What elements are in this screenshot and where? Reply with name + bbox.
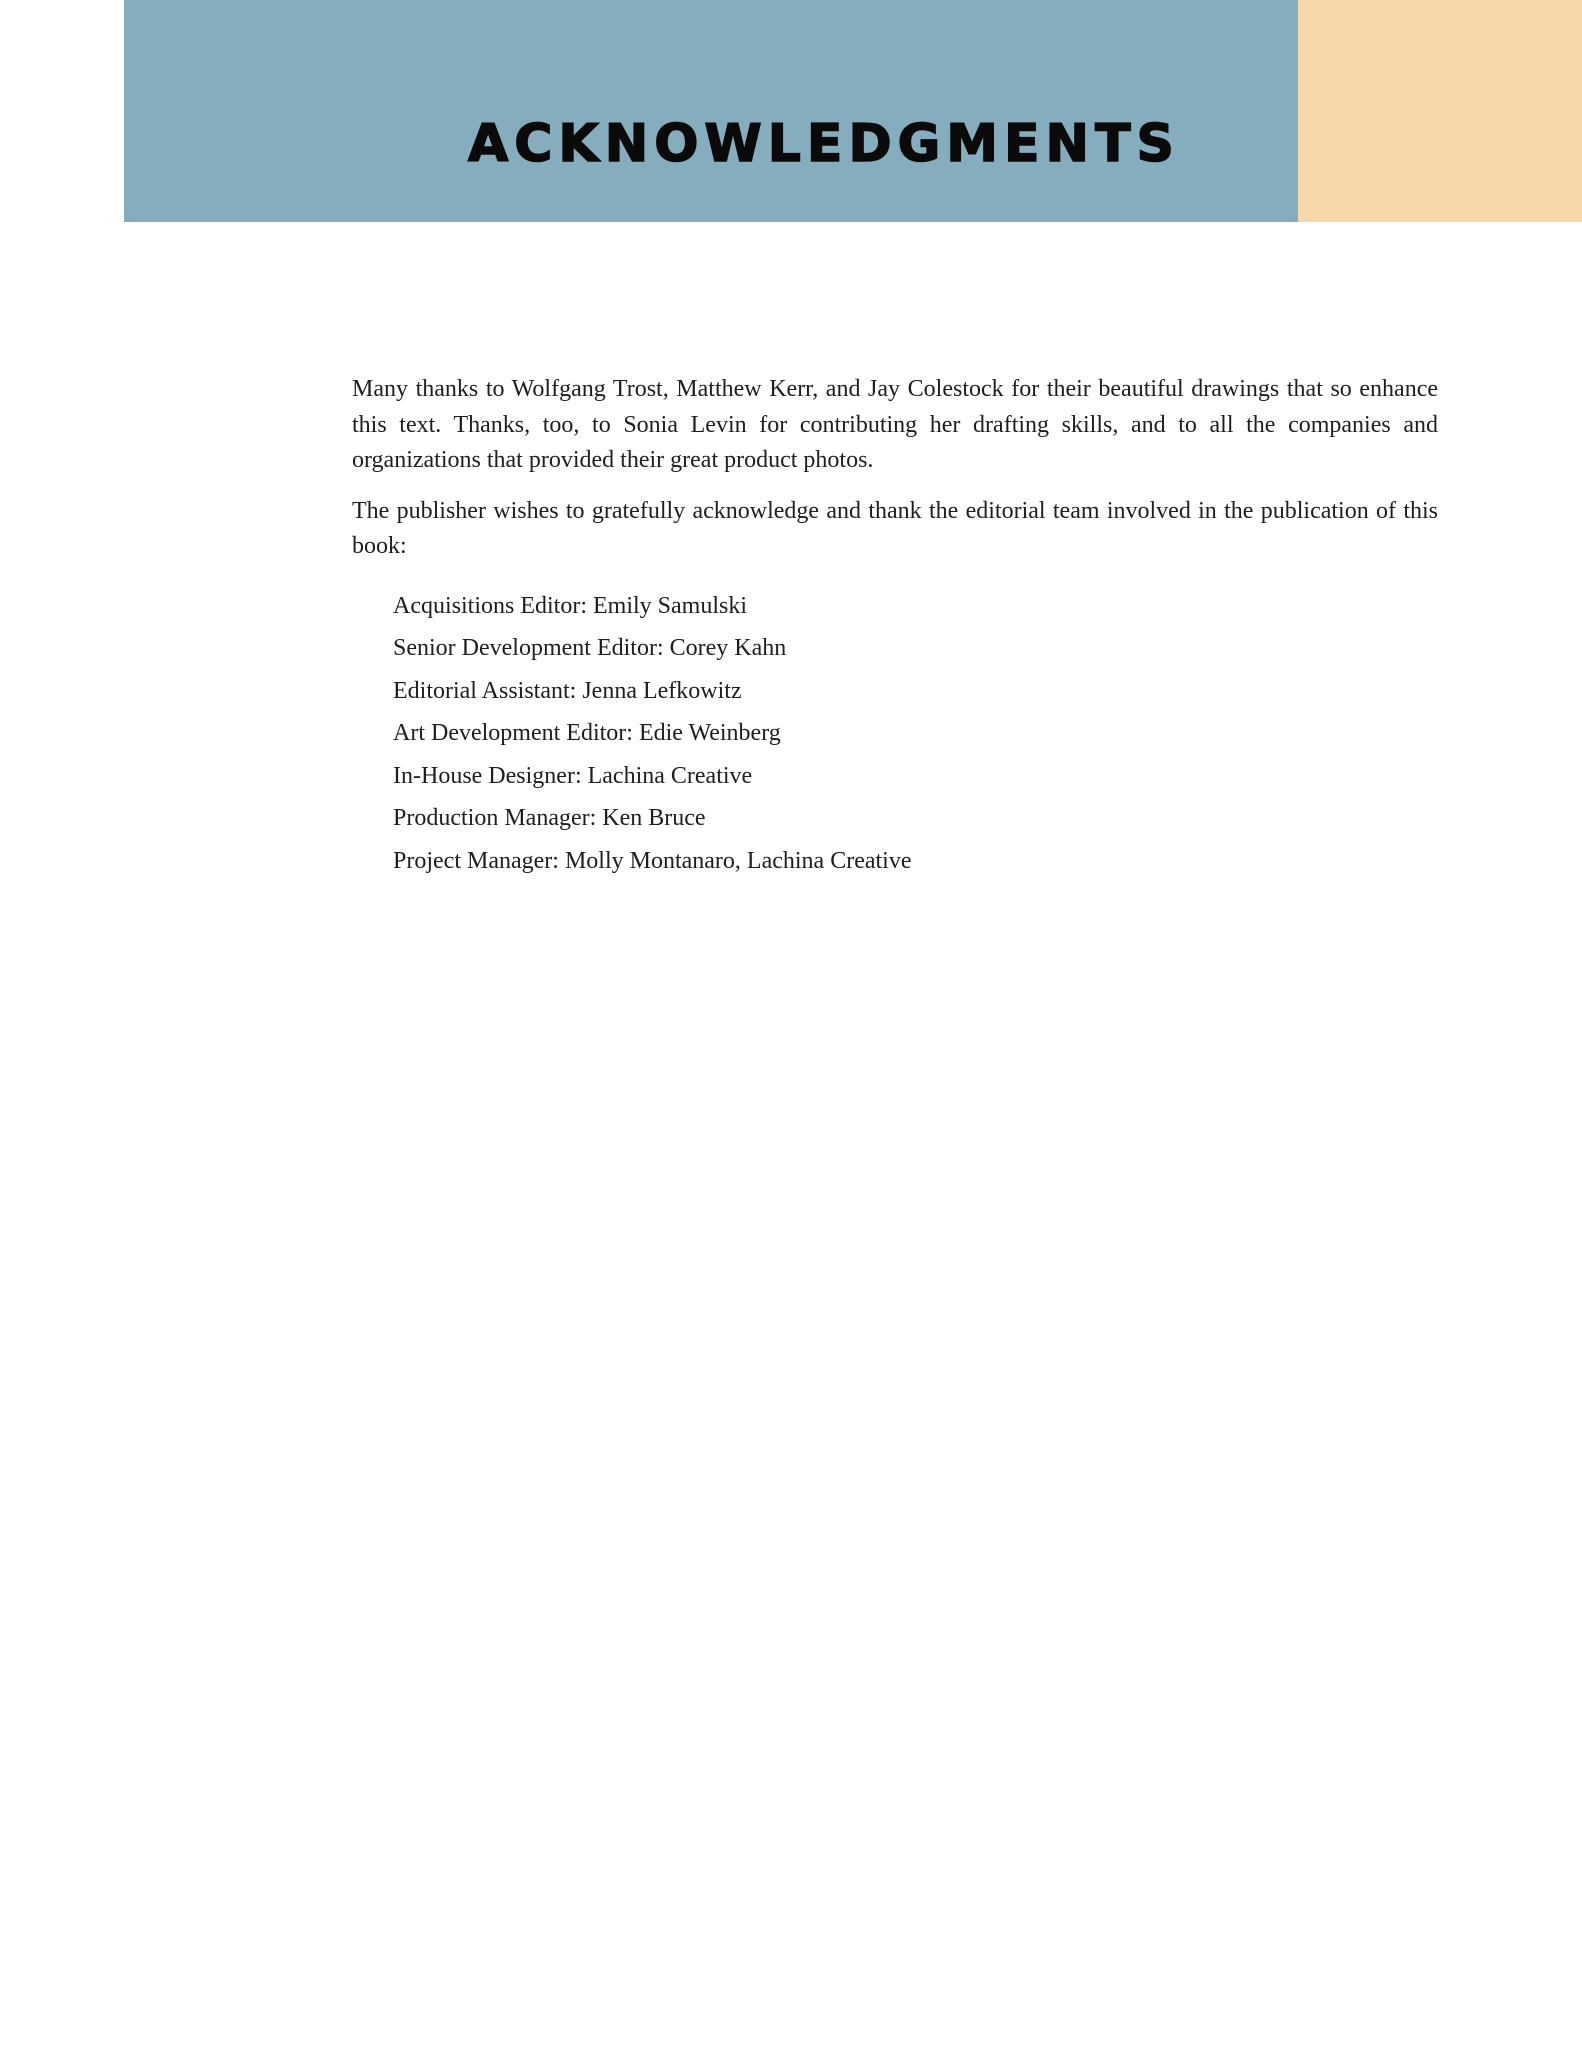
- list-item: Editorial Assistant: Jenna Lefkowitz: [393, 677, 742, 704]
- publisher-paragraph: The publisher wishes to gratefully acknowledge and thank the editorial team involved in the publication of this book:: [352, 497, 1438, 559]
- header-accent-block: [1298, 0, 1582, 222]
- list-item: Art Development Editor: Edie Weinberg: [393, 720, 781, 746]
- header-band: [124, 0, 1298, 222]
- acknowledgments-body: [352, 372, 1438, 882]
- thanks-paragraph: Many thanks to Wolfgang Trost, Matthew Kerr, and Jay Colestock for their beautiful drawings that so enhance this text. Thanks, too, to Sonia Levin for contributing her drafting skills, and to all the companies and organizations that provided their great product photos.: [352, 376, 1438, 473]
- editorial-team-list: [352, 585, 1438, 883]
- list-item: Project Manager: Molly Montanaro, Lachina Creative: [393, 847, 912, 874]
- list-item: Production Manager: Ken Bruce: [393, 805, 706, 831]
- list-item: In-House Designer: Lachina Creative: [393, 762, 753, 789]
- list-item: Senior Development Editor: Corey Kahn: [393, 635, 787, 661]
- list-item: Acquisitions Editor: Emily Samulski: [393, 592, 747, 619]
- page-title: ACKNOWLEDGMENTS: [468, 114, 1180, 174]
